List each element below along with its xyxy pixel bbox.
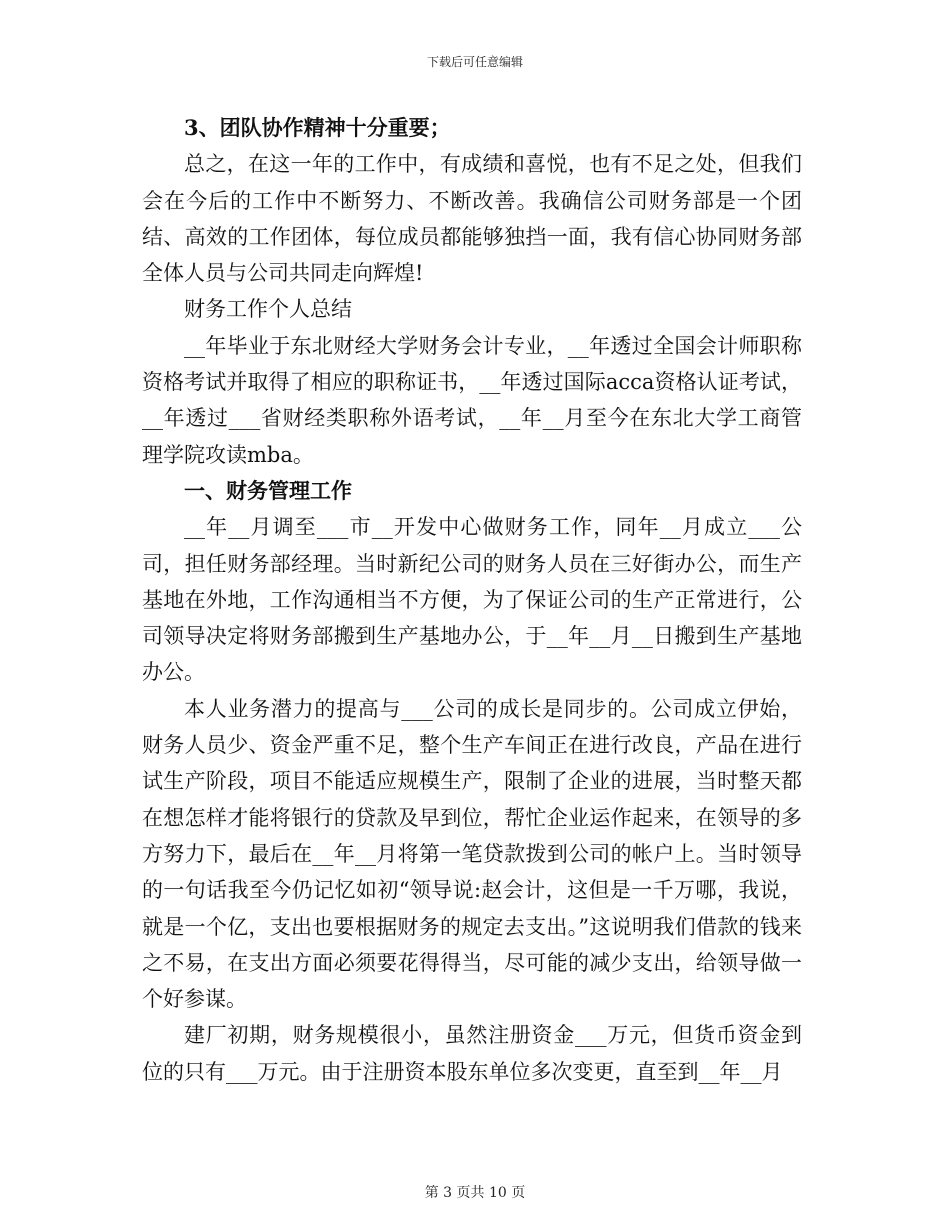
paragraph: 3、团队协作精神十分重要；: [184, 115, 451, 140]
paragraph: __年__月调至___市__开发中心做财务工作，同年__月成立___公司，担任财务部经理。当时新纪公司的财务人员在三好街办公，而生产基地在外地，工作沟通相当不方便，为了保证公司的生产正常进行，公司领导决定将财务部搬到生产基地办公，于__年__月__日搬到生产基地办公。: [142, 515, 802, 685]
paragraph: 一、财务管理工作: [184, 477, 352, 503]
paragraph: 建厂初期，财务规模很小，虽然注册资金___万元，但货币资金到位的只有___万元。由于注册资本股东单位多次变更，直至到__年__月: [142, 1023, 802, 1084]
document-body: [142, 110, 802, 1090]
page-header-note: 下载后可任意编辑: [426, 55, 523, 69]
paragraph: 本人业务潜力的提高与___公司的成长是同步的。公司成立伊始，财务人员少、资金严重不足，整个生产车间正在进行改良，产品在进行试生产阶段，项目不能适应规模生产，限制了企业的进展，当时整天都在想怎样才能将银行的贷款及早到位，帮忙企业运作起来，在领导的多方努力下，最后在__年__月将第一笔贷款拨到公司的帐户上。当时领导的一句话我至今仍记忆如初“领导说:赵会计，这但是一千万哪，我说，就是一个亿，支出也要根据财务的规定去支出。”这说明我们借款的钱来之不易，在支出方面必须要花得得当，尽可能的减少支出，给领导做一个好参谋。: [142, 696, 802, 1012]
page-number: 第 3 页共 10 页: [424, 1185, 526, 1201]
paragraph: 财务工作个人总结: [184, 297, 352, 322]
paragraph: 总之，在这一年的工作中，有成绩和喜悦，也有不足之处，但我们会在今后的工作中不断努力、不断改善。我确信公司财务部是一个团结、高效的工作团体，每位成员都能够独挡一面，我有信心协同财务部全体人员与公司共同走向辉煌!: [142, 152, 802, 286]
paragraph: __年毕业于东北财经大学财务会计专业，__年透过全国会计师职称资格考试并取得了相应的职称证书，__年透过国际acca资格认证考试，__年透过___省财经类职称外语考试，__年__月至今在东北大学工商管理学院攻读mba。: [142, 333, 802, 467]
